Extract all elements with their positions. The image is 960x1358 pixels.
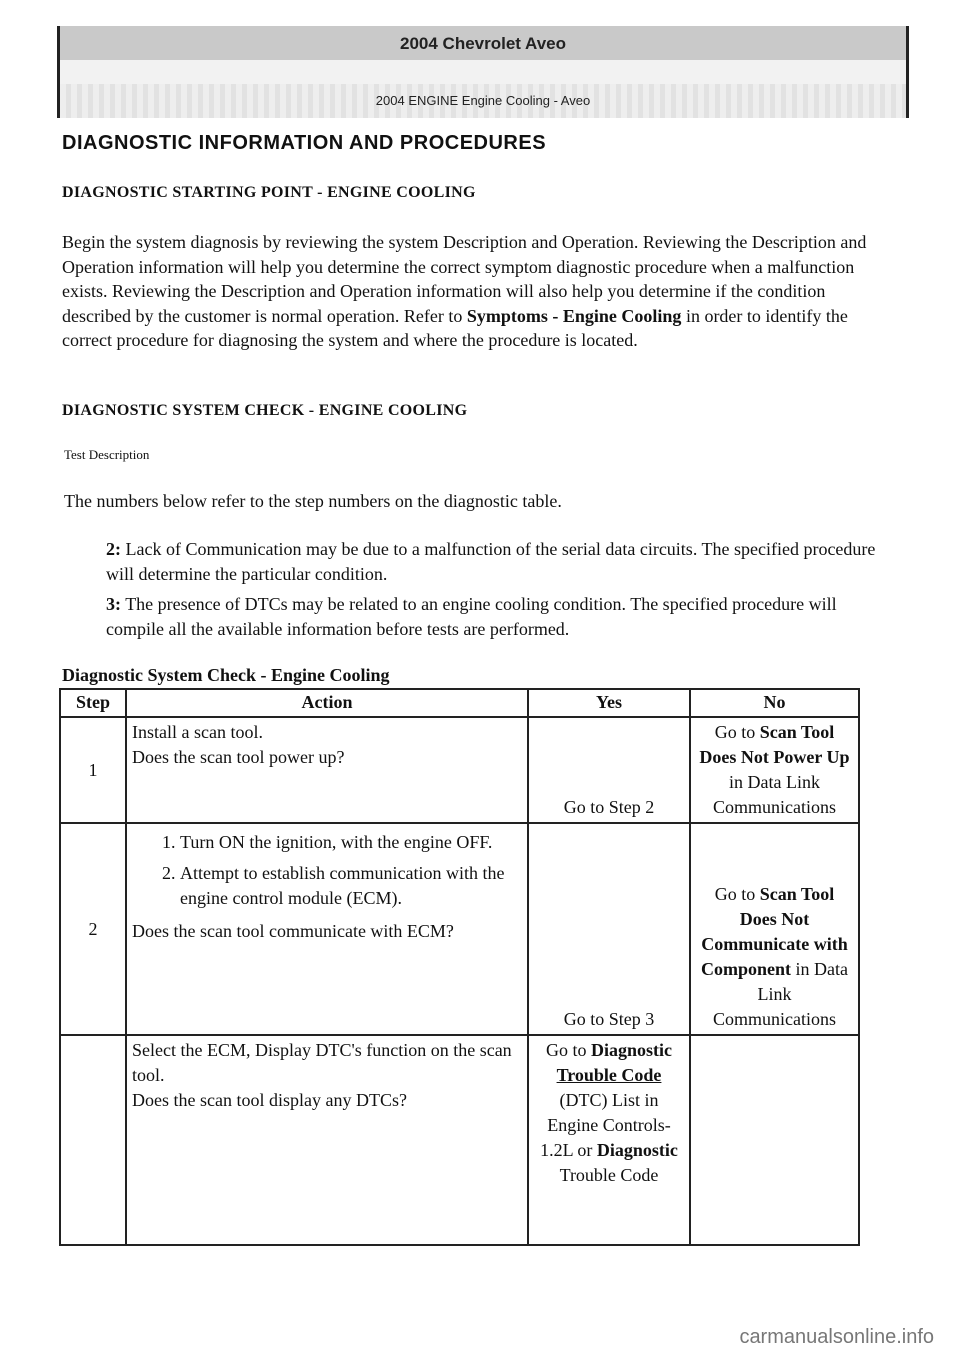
step-no[interactable] bbox=[690, 1035, 859, 1245]
table-row bbox=[60, 823, 859, 1035]
step-no[interactable]: Go to Scan Tool Does Not Power Up in Data Link Communications bbox=[690, 717, 859, 823]
step-number: 2 bbox=[60, 823, 126, 1035]
col-header-step: Step bbox=[60, 689, 126, 717]
step-note-2: 2: Lack of Communication may be due to a malfunction of the serial data circuits. The specified procedure will determine the particular condition. bbox=[106, 539, 876, 584]
step-no[interactable]: Go to Scan Tool Does Not Communicate with Component in Data Link Communications bbox=[690, 823, 859, 1035]
diagnostic-table bbox=[59, 688, 860, 1246]
col-header-yes: Yes bbox=[528, 689, 690, 717]
col-header-action: Action bbox=[126, 689, 528, 717]
document-title: 2004 Chevrolet Aveo bbox=[57, 26, 909, 60]
section-heading: DIAGNOSTIC INFORMATION AND PROCEDURES bbox=[62, 132, 547, 154]
starting-point-paragraph: Begin the system diagnosis by reviewing the system Description and Operation. Reviewing the Description and Operation information will help you determine the correct symptom diagnostic procedure when a malfunction exists. Reviewing the Description and Operation information will also help you determine if the condition described by the customer is normal operation. Refer to Symptoms - Engine Cooling in order to identify the correct procedure for diagnosing the system and where the procedure is located. bbox=[62, 232, 867, 350]
step-number: 1 bbox=[60, 717, 126, 823]
header-separator bbox=[57, 60, 909, 84]
table-title: Diagnostic System Check - Engine Cooling bbox=[62, 665, 390, 685]
step-yes[interactable]: Go to Diagnostic Trouble Code (DTC) List in Engine Controls-1.2L or Diagnostic Trouble Code bbox=[528, 1035, 690, 1245]
step-action: Select the ECM, Display DTC's function on the scan tool. Does the scan tool display any DTCs? bbox=[126, 1035, 528, 1245]
document-subtitle: 2004 ENGINE Engine Cooling - Aveo bbox=[57, 84, 909, 118]
table-row bbox=[60, 717, 859, 823]
system-check-intro: The numbers below refer to the step numbers on the diagnostic table. bbox=[64, 491, 562, 511]
system-check-title: DIAGNOSTIC SYSTEM CHECK - ENGINE COOLING bbox=[62, 402, 468, 419]
page-header bbox=[57, 26, 905, 108]
step-number bbox=[60, 1035, 126, 1245]
table-row bbox=[60, 1035, 859, 1245]
starting-point-title: DIAGNOSTIC STARTING POINT - ENGINE COOLING bbox=[62, 184, 476, 201]
table-header-row bbox=[60, 689, 859, 717]
col-header-no: No bbox=[690, 689, 859, 717]
watermark: carmanualsonline.info bbox=[739, 1326, 934, 1348]
step-action: 1. Turn ON the ignition, with the engine OFF. 2. Attempt to establish communication with the engine control module (ECM). Does the scan tool communicate with ECM? bbox=[126, 823, 528, 1035]
step-action: Install a scan tool. Does the scan tool power up? bbox=[126, 717, 528, 823]
test-description-label: Test Description bbox=[64, 447, 150, 462]
symptoms-link[interactable]: Symptoms - Engine Cooling bbox=[466, 305, 682, 326]
step-yes[interactable]: Go to Step 3 bbox=[528, 823, 690, 1035]
step-note-3: 3: The presence of DTCs may be related to an engine cooling condition. The specified procedure will compile all the available information before tests are performed. bbox=[106, 594, 837, 639]
step-yes[interactable]: Go to Step 2 bbox=[528, 717, 690, 823]
